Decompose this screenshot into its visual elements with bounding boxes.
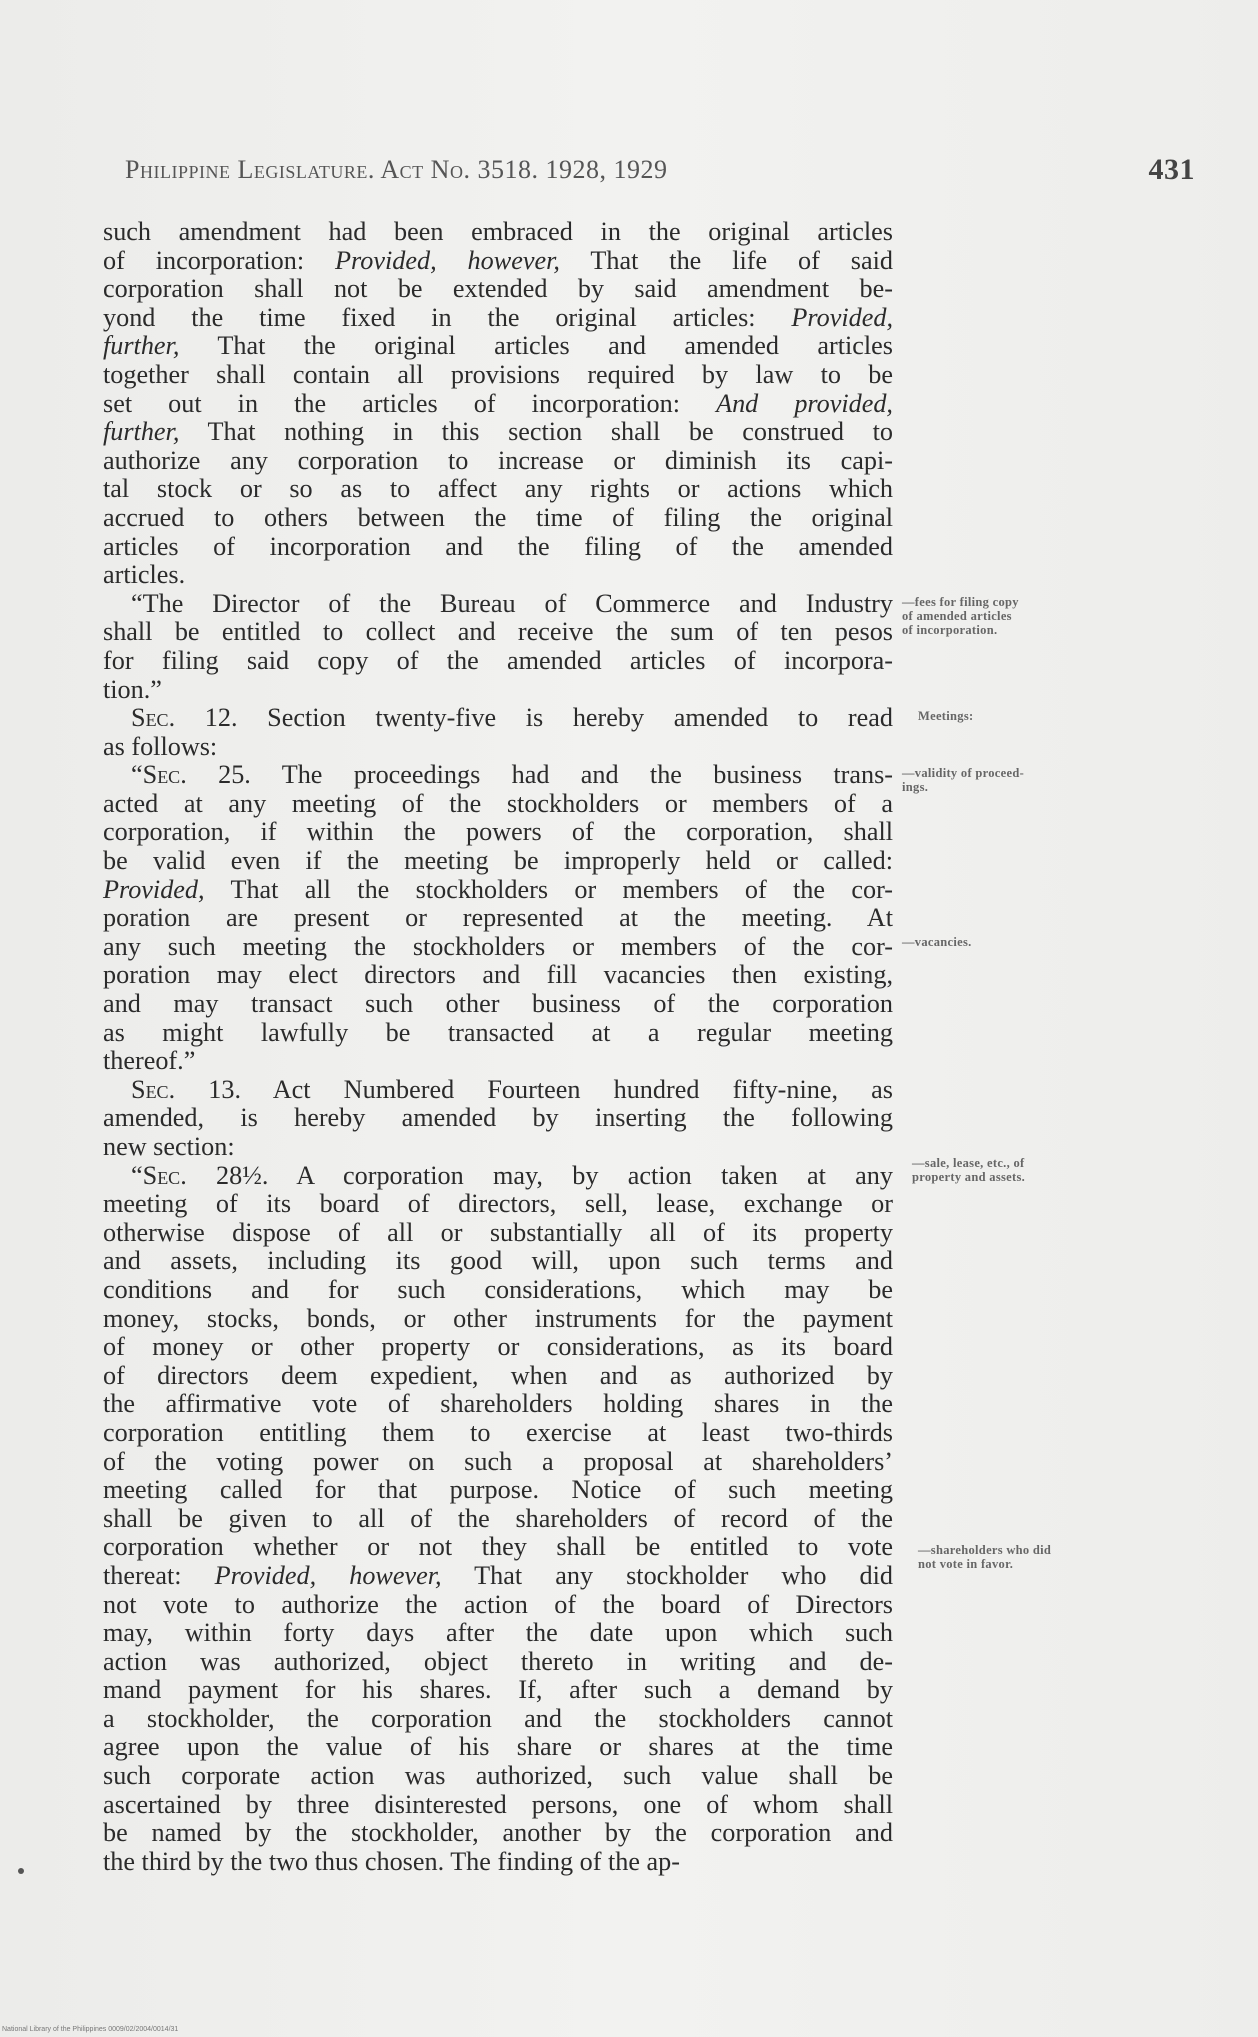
side-note-validity: —validity of proceed- ings. — [902, 766, 1025, 794]
running-head-title: Philippine Legislature. Act No. 3518. 1928, 1929 — [125, 155, 668, 184]
body-line: accrued to others between the time of filing the original — [103, 502, 893, 532]
body-line: set out in the articles of incorporation: And provided, — [103, 388, 893, 418]
body-line: the third by the two thus chosen. The finding of the ap- — [103, 1846, 680, 1876]
body-line: of directors deem expedient, when and as authorized by — [103, 1360, 893, 1390]
body-line: as might lawfully be transacted at a regular meeting — [103, 1017, 893, 1047]
body-line: money, stocks, bonds, or other instruments for the payment — [103, 1303, 893, 1333]
body-line: not vote to authorize the action of the board of Directors — [103, 1589, 893, 1619]
body-line: the affirmative vote of shareholders holding shares in the — [103, 1389, 893, 1419]
body-line: ascertained by three disinterested persons, one of whom shall — [103, 1789, 893, 1819]
body-line: tal stock or so as to affect any rights or actions which — [103, 474, 893, 504]
body-line: shall be entitled to collect and receive the sum of ten pesos — [103, 617, 893, 647]
body-line: may, within forty days after the date upon which such — [103, 1618, 893, 1648]
side-note-sale-lease: —sale, lease, etc., of property and assets. — [912, 1156, 1026, 1184]
side-note-fees: —fees for filing copy of amended articles of incorporation. — [902, 595, 1019, 637]
body-line: such amendment had been embraced in the original articles — [103, 217, 893, 246]
body-line: shall be given to all of the shareholders of record of the — [103, 1503, 893, 1533]
body-line: “Sec. 28½. A corporation may, by action taken at any — [131, 1160, 893, 1190]
scan-footer: National Library of the Philippines 0009/02/2004/0014/31 — [2, 2026, 179, 2033]
body-line: Sec. 12. Section twenty-five is hereby amended to read — [131, 703, 893, 733]
body-line: new section: — [103, 1132, 235, 1161]
body-line: amended, is hereby amended by inserting the following — [103, 1103, 893, 1133]
body-line: articles. — [103, 560, 186, 590]
side-note-vacancies: —vacancies. — [902, 935, 972, 949]
body-line: yond the time fixed in the original articles: Provided, — [103, 302, 893, 332]
body-line: a stockholder, the corporation and the stockholders cannot — [103, 1703, 893, 1733]
body-line: for filing said copy of the amended articles of incorpora- — [103, 645, 893, 675]
body-line: mand payment for his shares. If, after such a demand by — [103, 1675, 893, 1705]
side-note-shareholders: —shareholders who did not vote in favor. — [918, 1543, 1052, 1571]
body-line: as follows: — [103, 731, 218, 761]
body-line: corporation whether or not they shall be entitled to vote — [103, 1532, 893, 1562]
body-line: poration are present or represented at the meeting. At — [103, 903, 893, 933]
body-line: tion.” — [103, 674, 162, 704]
body-line: of money or other property or considerations, as its board — [103, 1332, 893, 1362]
body-line: corporation shall not be extended by said amendment be- — [103, 274, 893, 304]
body-line: articles of incorporation and the filing of the amended — [103, 531, 893, 561]
body-line: otherwise dispose of all or substantially all of its property — [103, 1217, 893, 1247]
running-head — [125, 155, 1195, 195]
side-note-meetings: Meetings: — [918, 709, 974, 723]
body-line: be named by the stockholder, another by the corporation and — [103, 1818, 893, 1848]
body-line: Provided, That all the stockholders or members of the cor- — [103, 874, 893, 904]
body-line: and assets, including its good will, upon such terms and — [103, 1246, 893, 1276]
page-number: 431 — [1148, 153, 1195, 186]
body-line: agree upon the value of his share or shares at the time — [103, 1732, 893, 1762]
body-line: “The Director of the Bureau of Commerce and Industry — [131, 588, 893, 618]
body-line: poration may elect directors and fill vacancies then existing, — [103, 960, 893, 990]
body-line: corporation, if within the powers of the corporation, shall — [103, 817, 893, 847]
body-line: of incorporation: Provided, however, That the life of said — [103, 245, 893, 275]
body-line: thereof.” — [103, 1046, 196, 1076]
body-line: corporation entitling them to exercise at least two-thirds — [103, 1417, 893, 1447]
body-line: Sec. 13. Act Numbered Fourteen hundred fifty-nine, as — [131, 1074, 893, 1104]
body-line: together shall contain all provisions required by law to be — [103, 359, 893, 389]
body-line: conditions and for such considerations, which may be — [103, 1274, 893, 1304]
body-line: thereat: Provided, however, That any stockholder who did — [103, 1560, 893, 1590]
body-line: of the voting power on such a proposal at shareholders’ — [103, 1446, 893, 1476]
body-line: meeting called for that purpose. Notice of such meeting — [103, 1475, 893, 1505]
body-line: such corporate action was authorized, such value shall be — [103, 1761, 893, 1791]
body-line: meeting of its board of directors, sell, lease, exchange or — [103, 1189, 893, 1219]
body-line: further, That nothing in this section shall be construed to — [103, 417, 893, 447]
body-text — [103, 218, 893, 1876]
body-line: authorize any corporation to increase or diminish its capi- — [103, 445, 893, 475]
body-line: further, That the original articles and amended articles — [103, 331, 893, 361]
body-line: and may transact such other business of the corporation — [103, 989, 893, 1019]
body-line: any such meeting the stockholders or members of the cor- — [103, 931, 893, 961]
body-line: action was authorized, object thereto in writing and de- — [103, 1646, 893, 1676]
body-line: be valid even if the meeting be improperly held or called: — [103, 846, 893, 876]
body-line: “Sec. 25. The proceedings had and the business trans- — [131, 760, 893, 790]
body-line: acted at any meeting of the stockholders or members of a — [103, 788, 893, 818]
scan-speck — [18, 1868, 24, 1874]
